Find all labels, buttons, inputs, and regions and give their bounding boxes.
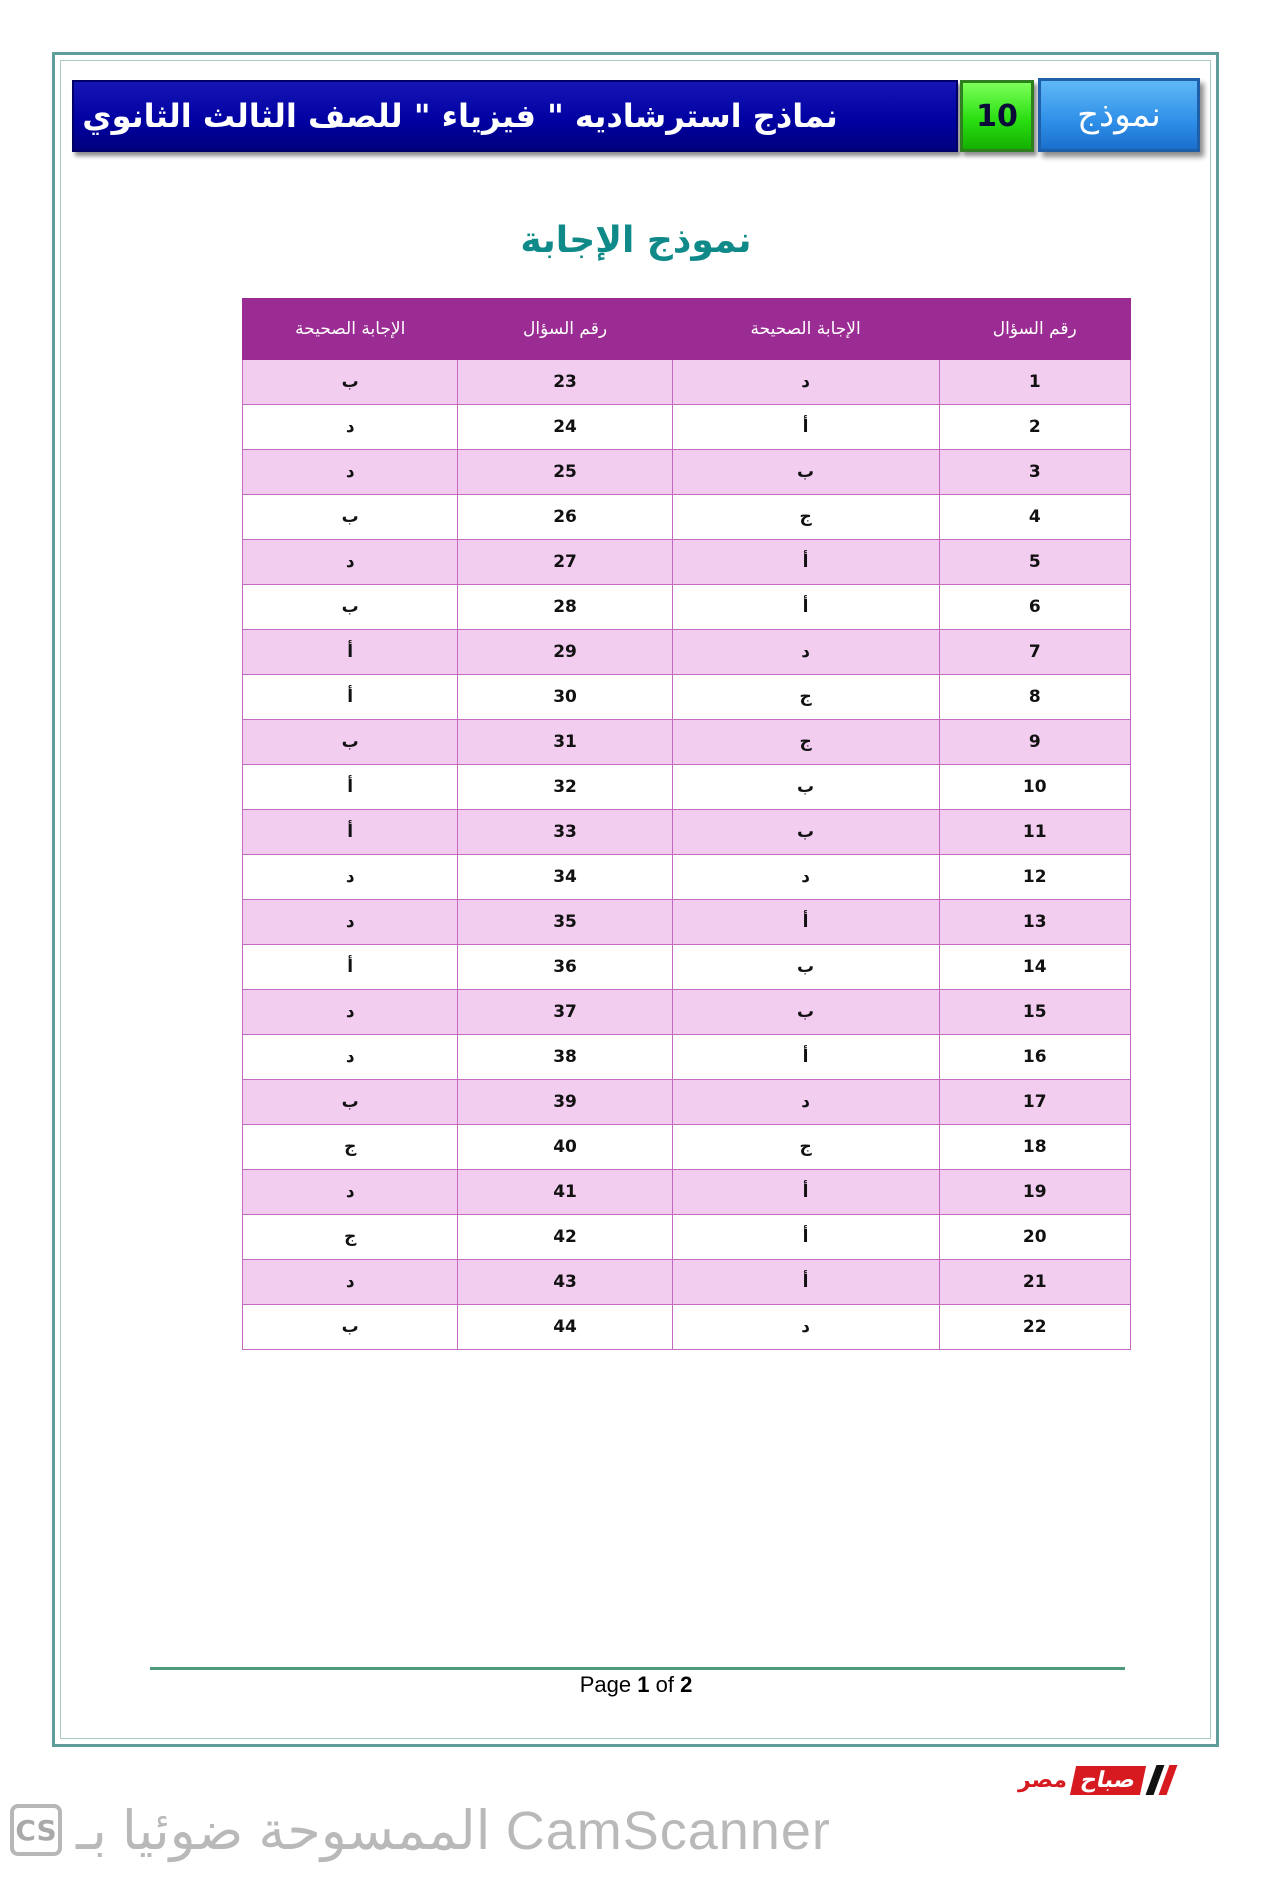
correct-answer-cell: ب [243,1080,458,1125]
table-row [243,810,1131,855]
table-row [243,1260,1131,1305]
correct-answer-cell: د [243,450,458,495]
correct-answer-cell: أ [672,1170,939,1215]
question-number-cell: 29 [458,630,672,675]
correct-answer-cell: ب [672,945,939,990]
header-correct-answer: الإجابة الصحيحة [672,299,939,360]
correct-answer-cell: أ [243,810,458,855]
question-number-cell: 31 [458,720,672,765]
camscanner-watermark [10,1790,831,1870]
question-number-cell: 19 [939,1170,1130,1215]
correct-answer-cell: د [243,990,458,1035]
question-number-cell: 25 [458,450,672,495]
table-row [243,675,1131,720]
camscanner-logo-icon: CS [10,1804,62,1856]
table-row [243,360,1131,405]
table-row [243,1125,1131,1170]
table-row [243,1305,1131,1350]
question-number-cell: 22 [939,1305,1130,1350]
title-text: نماذج استرشاديه " فيزياء " للصف الثالث الثانوي [82,97,838,135]
table-row [243,1215,1131,1260]
correct-answer-cell: ب [672,810,939,855]
table-row [243,990,1131,1035]
correct-answer-cell: أ [672,900,939,945]
answer-rows [243,360,1131,1350]
correct-answer-cell: ب [243,720,458,765]
correct-answer-cell: أ [672,1215,939,1260]
question-number-cell: 15 [939,990,1130,1035]
question-number-cell: 41 [458,1170,672,1215]
question-number-cell: 18 [939,1125,1130,1170]
question-number-cell: 37 [458,990,672,1035]
table-row [243,1035,1131,1080]
table-row [243,900,1131,945]
brand-sabah: صباح [1070,1766,1147,1795]
camscanner-text: الممسوحة ضوئيا بـ CamScanner [76,1800,831,1861]
correct-answer-cell: ج [243,1215,458,1260]
table-row [243,495,1131,540]
correct-answer-cell: د [243,1170,458,1215]
correct-answer-cell: د [243,405,458,450]
correct-answer-cell: ج [672,495,939,540]
question-number-cell: 12 [939,855,1130,900]
question-number-cell: 26 [458,495,672,540]
question-number-cell: 27 [458,540,672,585]
correct-answer-cell: ب [672,450,939,495]
page-current: 1 [637,1672,650,1697]
question-number-cell: 20 [939,1215,1130,1260]
correct-answer-cell: أ [672,585,939,630]
table-row [243,1080,1131,1125]
correct-answer-cell: أ [243,630,458,675]
question-number-cell: 40 [458,1125,672,1170]
page-total: 2 [680,1672,693,1697]
answer-key-table [242,298,1131,1350]
correct-answer-cell: د [672,1305,939,1350]
page-prefix: Page [579,1672,632,1697]
table-row [243,450,1131,495]
question-number-cell: 28 [458,585,672,630]
correct-answer-cell: ج [672,1125,939,1170]
question-number-cell: 13 [939,900,1130,945]
correct-answer-cell: أ [243,945,458,990]
header-question-number: رقم السؤال [939,299,1130,360]
correct-answer-cell: أ [243,675,458,720]
table-row [243,585,1131,630]
correct-answer-cell: د [243,1035,458,1080]
page-of: of [655,1672,674,1697]
table-header-row [243,299,1131,360]
page-number-footer [0,1672,1272,1698]
answer-key-heading: نموذج الإجابة [520,220,752,261]
table-row [243,1170,1131,1215]
correct-answer-cell: أ [672,1260,939,1305]
question-number-cell: 43 [458,1260,672,1305]
question-number-cell: 16 [939,1035,1130,1080]
correct-answer-cell: د [672,1080,939,1125]
correct-answer-cell: ب [243,495,458,540]
question-number-cell: 1 [939,360,1130,405]
question-number-cell: 23 [458,360,672,405]
question-number-cell: 14 [939,945,1130,990]
correct-answer-cell: أ [672,1035,939,1080]
question-number-cell: 32 [458,765,672,810]
question-number-cell: 21 [939,1260,1130,1305]
question-number-cell: 3 [939,450,1130,495]
question-number-cell: 44 [458,1305,672,1350]
question-number-cell: 17 [939,1080,1130,1125]
footer-divider [150,1667,1125,1670]
question-number-cell: 33 [458,810,672,855]
correct-answer-cell: ب [243,360,458,405]
header-correct-answer: الإجابة الصحيحة [243,299,458,360]
model-number-badge: 10 [960,80,1034,152]
question-number-cell: 39 [458,1080,672,1125]
correct-answer-cell: د [243,855,458,900]
question-number-cell: 10 [939,765,1130,810]
correct-answer-cell: ب [672,765,939,810]
correct-answer-cell: ج [672,675,939,720]
brand-masr: مصر [1018,1767,1067,1793]
question-number-cell: 34 [458,855,672,900]
title-banner [72,80,958,152]
question-number-cell: 7 [939,630,1130,675]
question-number-cell: 5 [939,540,1130,585]
correct-answer-cell: ج [672,720,939,765]
correct-answer-cell: د [672,630,939,675]
table-row [243,720,1131,765]
correct-answer-cell: د [243,900,458,945]
brand-logo [1018,1760,1223,1800]
question-number-cell: 30 [458,675,672,720]
question-number-cell: 42 [458,1215,672,1260]
table-row [243,630,1131,675]
table-row [243,765,1131,810]
question-number-cell: 36 [458,945,672,990]
question-number-cell: 4 [939,495,1130,540]
correct-answer-cell: د [672,855,939,900]
correct-answer-cell: أ [672,405,939,450]
header-question-number: رقم السؤال [458,299,672,360]
question-number-cell: 9 [939,720,1130,765]
correct-answer-cell: ج [243,1125,458,1170]
question-number-cell: 24 [458,405,672,450]
question-number-cell: 11 [939,810,1130,855]
table-row [243,855,1131,900]
question-number-cell: 8 [939,675,1130,720]
correct-answer-cell: ب [672,990,939,1035]
correct-answer-cell: د [672,360,939,405]
model-label-badge: نموذج [1038,78,1200,152]
correct-answer-cell: د [243,1260,458,1305]
correct-answer-cell: د [243,540,458,585]
correct-answer-cell: أ [243,765,458,810]
question-number-cell: 2 [939,405,1130,450]
correct-answer-cell: ب [243,585,458,630]
table-row [243,405,1131,450]
table-row [243,945,1131,990]
question-number-cell: 38 [458,1035,672,1080]
question-number-cell: 35 [458,900,672,945]
correct-answer-cell: ب [243,1305,458,1350]
question-number-cell: 6 [939,585,1130,630]
table-row [243,540,1131,585]
correct-answer-cell: أ [672,540,939,585]
